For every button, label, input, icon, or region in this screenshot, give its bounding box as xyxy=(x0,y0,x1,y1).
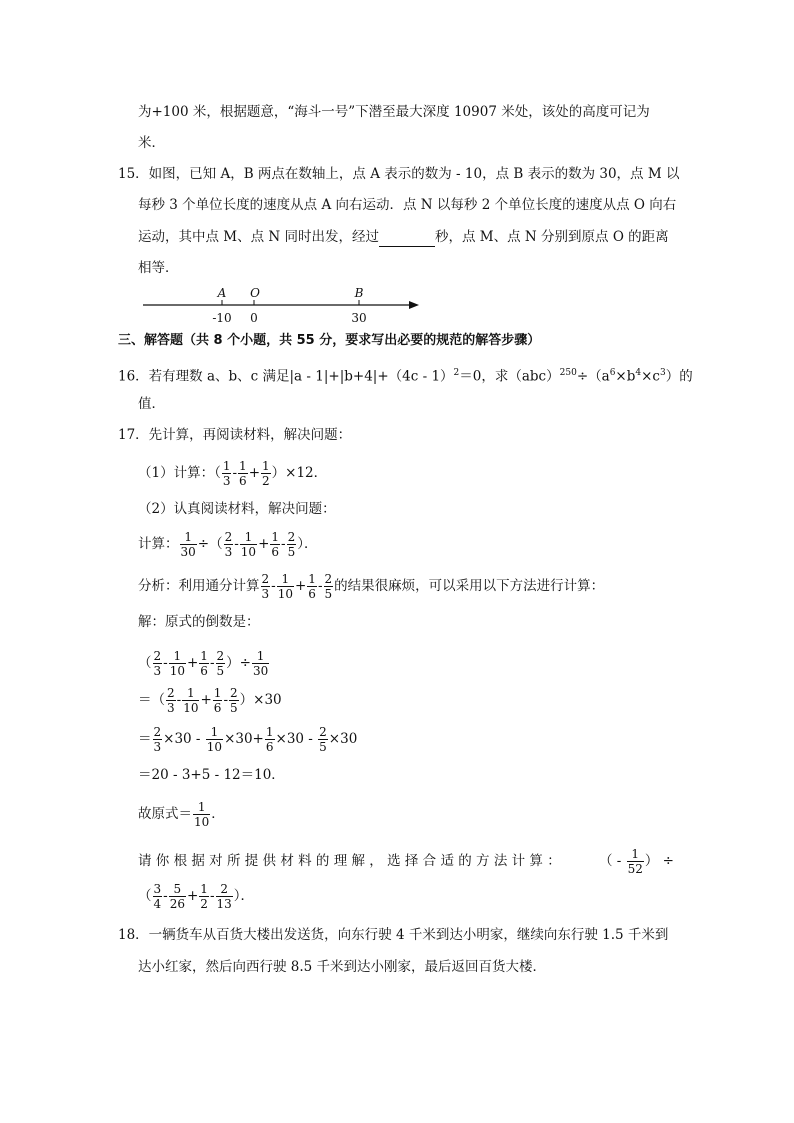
fraction: $\frac{2}{3}$ xyxy=(153,649,162,678)
fraction: $\frac{1}{3}$ xyxy=(222,459,231,488)
fraction: $\frac{3}{4}$ xyxy=(153,882,162,911)
q17-step5: ＝20 - 3+5 - 12＝10． xyxy=(138,767,285,783)
q17-ask-line2: （ $\frac{3}{4}$ - $\frac{5}{26}$ + $\frac{1}{2}$ - $\frac{2}{13}$ ）． xyxy=(138,882,255,911)
fraction: $\frac{5}{26}$ xyxy=(169,882,185,911)
number-line-figure xyxy=(135,282,435,326)
q17-step2: ＝（ $\frac{2}{3}$ - $\frac{1}{10}$ + $\frac{1}{6}$ - $\frac{2}{5}$ ）×30 xyxy=(138,686,282,715)
q17-calc-label: 计算： xyxy=(138,536,179,552)
q17-step3-end: ×30 xyxy=(328,731,358,747)
q15-line1: 15．如图，已知 A，B 两点在数轴上，点 A 表示的数为 - 10，点 B 表示的数为 30，点 M 以 xyxy=(118,166,680,182)
q16-exp2: 2 xyxy=(453,368,460,378)
q17-ask-line1 xyxy=(138,845,674,877)
q16-line1 xyxy=(118,363,693,387)
q17-analysis: 分析：利用通分计算 $\frac{2}{3}$ - $\frac{1}{10}$ + $\frac{1}{6}$ - $\frac{2}{5}$ 的结果很麻烦，可以采用以下方法进行计算： xyxy=(138,572,605,601)
q17-step1: （ $\frac{2}{3}$ - $\frac{1}{10}$ + $\frac{1}{6}$ - $\frac{2}{5}$ ）÷ $\frac{1}{30}$ xyxy=(138,649,269,678)
q15-line3 xyxy=(138,227,669,247)
q15-line3-post: 秒，点 M、点 N 分别到原点 O 的距离 xyxy=(435,229,669,245)
q17-analysis-post: 的结果很麻烦，可以采用以下方法进行计算： xyxy=(334,578,605,594)
q16-line2: 值． xyxy=(138,396,165,412)
q17-step3: ＝ $\frac{2}{3}$ ×30 - $\frac{1}{10}$ ×30+ $\frac{1}{6}$ ×30 - $\frac{2}{5}$ ×30 xyxy=(138,725,358,754)
fraction: $\frac{1}{6}$ xyxy=(200,649,208,678)
point-label-a: A xyxy=(217,286,227,300)
q16-post: ÷（a xyxy=(576,368,610,385)
fraction: $\frac{1}{10}$ xyxy=(277,572,293,601)
tick-value-o: 0 xyxy=(250,311,258,325)
fraction: $\frac{1}{6}$ xyxy=(265,725,274,754)
q16-x2: ×c xyxy=(641,368,660,385)
q16-e4: 4 xyxy=(635,368,642,378)
fraction: $\frac{2}{5}$ xyxy=(230,686,238,715)
q16-mid: ＝0，求（abc） xyxy=(459,368,560,385)
q16-end: ）的 xyxy=(665,368,693,385)
fraction: $\frac{1}{10}$ xyxy=(206,725,223,754)
fraction: $\frac{1}{30}$ xyxy=(252,649,269,678)
q17-result: 故原式＝ $\frac{1}{10}$ ． xyxy=(138,800,225,829)
q15-line3-pre: 运动，其中点 M、点 N 同时出发，经过 xyxy=(138,229,380,245)
point-label-o: O xyxy=(250,286,260,300)
fraction: $\frac{2}{3}$ xyxy=(261,572,270,601)
q17-ask-line2-end: ）． xyxy=(233,888,255,904)
q16-pre: 16．若有理数 a、b、c 满足|a - 1|+|b+4|+（4c - 1） xyxy=(118,368,454,385)
fraction: $\frac{1}{6}$ xyxy=(271,530,280,559)
q17-p1-label: （1）计算：（ xyxy=(138,465,221,481)
fraction: $\frac{1}{2}$ xyxy=(200,882,208,911)
fraction: $\frac{2}{5}$ xyxy=(216,649,225,678)
q17-part1: （1）计算：（ $\frac{1}{3}$ - $\frac{1}{6}$ + $\frac{1}{2}$ ）×12． xyxy=(138,459,328,488)
fraction: $\frac{2}{5}$ xyxy=(319,725,327,754)
tick-value-b: 30 xyxy=(351,311,367,325)
q14-line2: 米． xyxy=(138,135,165,151)
q17-ask-text: 请 你 根 据 对 所 提 供 材 料 的 理 解 ， 选 择 合 适 的 方 法 计 算 ： xyxy=(138,853,561,869)
q16-e6: 6 xyxy=(609,368,616,378)
q15-line2: 每秒 3 个单位长度的速度从点 A 向右运动．点 N 以每秒 2 个单位长度的速度从点 O 向右 xyxy=(138,197,677,213)
q17-solution: 解：原式的倒数是： xyxy=(138,614,260,630)
q16-exp250: 250 xyxy=(559,368,577,378)
q17-intro: 17．先计算，再阅读材料，解决问题： xyxy=(118,427,352,443)
q18-line2: 达小红家，然后向西行驶 8.5 千米到达小刚家，最后返回百货大楼． xyxy=(138,959,547,975)
q17-result-label: 故原式＝ xyxy=(138,806,192,822)
fraction: $\frac{2}{5}$ xyxy=(324,572,333,601)
fraction: $\frac{2}{5}$ xyxy=(287,530,296,559)
q17-analysis-pre: 分析：利用通分计算 xyxy=(138,578,260,594)
fraction: $\frac{2}{3}$ xyxy=(167,686,175,715)
fraction: $\frac{1}{2}$ xyxy=(262,459,270,488)
fraction: $\frac{1}{10}$ xyxy=(183,686,199,715)
arrow-head-icon xyxy=(409,301,419,309)
fraction: $\frac{1}{10}$ xyxy=(240,530,257,559)
section-heading: 三、解答题（共 8 个小题，共 55 分，要求写出必要的规范的解答步骤） xyxy=(118,333,541,348)
fraction: $\frac{1}{6}$ xyxy=(239,459,247,488)
q16-x1: ×b xyxy=(615,368,636,385)
fraction: $\frac{1}{10}$ xyxy=(169,649,185,678)
q17-part2-label: （2）认真阅读材料，解决问题： xyxy=(138,501,336,517)
tick-value-a: -10 xyxy=(212,311,232,325)
fraction: $\frac{2}{3}$ xyxy=(153,725,162,754)
q14-line1: 为+100 米，根据题意，“海斗一号”下潜至最大深度 10907 米处，该处的高度可记为 xyxy=(138,104,650,120)
fraction: $\frac{2}{3}$ xyxy=(224,530,233,559)
fraction: $\frac{1}{52}$ xyxy=(627,847,643,876)
fraction: $\frac{1}{10}$ xyxy=(194,800,210,829)
fraction: $\frac{1}{6}$ xyxy=(213,686,222,715)
fraction: $\frac{1}{30}$ xyxy=(180,530,196,559)
q17-calc-line: 计算： $\frac{1}{30}$ ÷（ $\frac{2}{3}$ - $\frac{1}{10}$ + $\frac{1}{6}$ - $\frac{2}{5}$ ）． xyxy=(138,530,318,559)
fraction: $\frac{1}{6}$ xyxy=(308,572,316,601)
q17-p1-end: ）×12． xyxy=(271,465,328,481)
fraction: $\frac{2}{13}$ xyxy=(216,882,232,911)
q17-ask-expr: （ - $\frac{1}{52}$ ） ÷ xyxy=(598,847,674,876)
point-label-b: B xyxy=(354,286,364,300)
answer-blank[interactable] xyxy=(379,232,435,247)
q18-line1: 18．一辆货车从百货大楼出发送货，向东行驶 4 千米到达小明家，继续向东行驶 1.5 千米到 xyxy=(118,927,669,943)
q16-e3: 3 xyxy=(660,368,666,378)
q15-line4: 相等． xyxy=(138,260,179,276)
